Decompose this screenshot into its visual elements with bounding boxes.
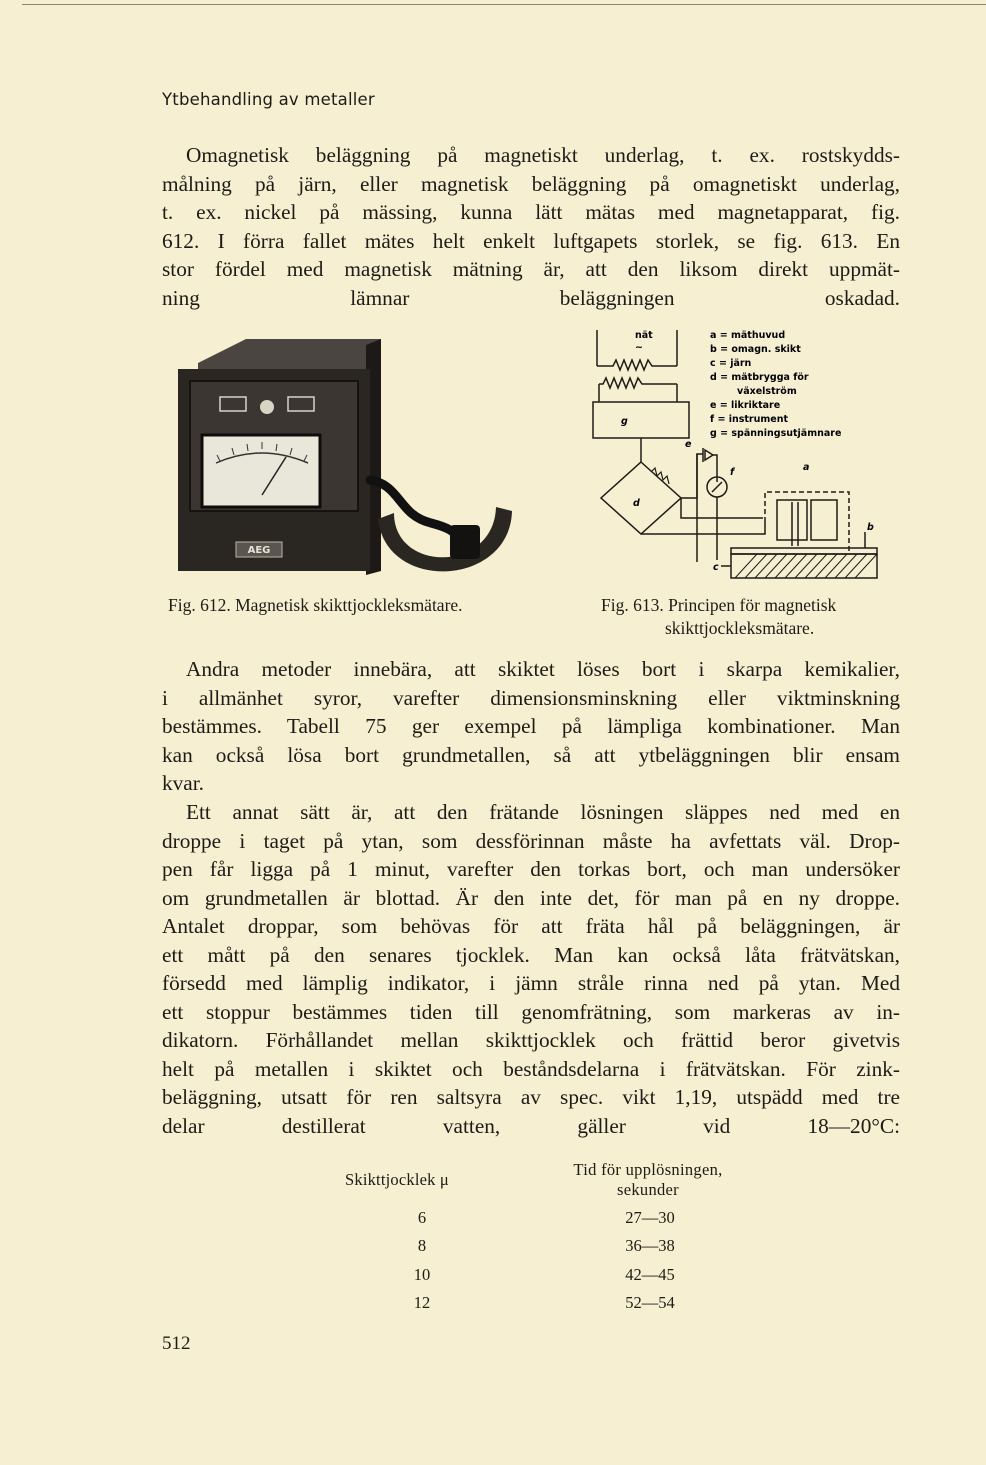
text-line: delar destillerat vatten, gäller vid 18—20°C: <box>162 1113 900 1138</box>
text-line: Ett annat sätt är, att den frätande lösningen släppes ned med en <box>186 800 900 824</box>
legend-item: e = likriktare <box>710 400 781 411</box>
table-row <box>300 1265 760 1289</box>
text-line: kan också lösa bort grundmetallen, så att ytbeläggningen blir ensam <box>162 742 900 767</box>
running-header: Ytbehandling av metaller <box>162 90 375 109</box>
stabilizer-box <box>593 402 689 438</box>
legend-item: f = instrument <box>710 414 789 425</box>
text-line: i allmänhet syror, varefter dimensionsminskning eller viktminskning <box>162 685 900 710</box>
label-nat: nät <box>635 330 653 341</box>
text-line: 612. I förra fallet mätes helt enkelt luftgapets storlek, se fig. 613. En <box>162 228 900 253</box>
text-line: bestämmes. Tabell 75 ger exempel på lämpliga kombinationer. Man <box>162 714 900 738</box>
text-line: om grundmetallen är blottad. Är den inte det, för man på en ny droppe. <box>162 885 900 910</box>
figure-612-caption: Fig. 612. Magnetisk skikttjockleksmätare. <box>168 595 463 615</box>
figure-613-caption-line1: Fig. 613. Principen för magnetisk <box>601 595 837 615</box>
rectifier-triangle <box>705 450 713 460</box>
wire <box>681 498 763 518</box>
bridge-resistor <box>651 468 669 484</box>
wire <box>681 454 703 498</box>
page-number: 512 <box>162 1333 191 1354</box>
table-header-time-line1: Tid för upplösningen, <box>573 1160 723 1179</box>
label-f: f <box>730 467 735 478</box>
paragraph-1 <box>162 141 900 312</box>
table-row <box>300 1293 760 1317</box>
text-line: ett stoppur bestämmes tiden till genomfrätning, som markeras av in- <box>162 999 900 1024</box>
meter-dial-window <box>202 435 320 507</box>
cell-time: 52—54 <box>625 1293 675 1312</box>
diagram-legend <box>710 330 841 439</box>
text-line: ett mått på den senares tjocklek. Man kan också låta frätvätskan, <box>162 942 900 967</box>
legend-item: g = spänningsutjämnare <box>710 428 842 439</box>
table-header-thickness: Skikttjocklek μ <box>345 1170 449 1189</box>
cell-thickness: 6 <box>417 1208 427 1227</box>
figure-613-caption <box>601 594 836 640</box>
text-line: försedd med lämplig indikator, i jämn stråle rinna ned på ytan. Med <box>162 971 900 995</box>
wire <box>641 522 765 534</box>
resistor-top <box>597 360 677 370</box>
head-coil-2 <box>811 500 837 540</box>
cell-thickness: 12 <box>413 1293 431 1312</box>
cell-thickness: 8 <box>417 1236 427 1255</box>
text-line: beläggning, utsatt för ren saltsyra av spec. vikt 1,19, utspädd med tre <box>162 1085 900 1109</box>
text-line: målning på järn, eller magnetisk beläggning på omagnetiskt underlag, <box>162 171 900 196</box>
text-line: stor fördel med magnetisk mätning är, att den liksom direkt uppmät- <box>162 257 900 281</box>
text-line: Antalet droppar, som behövas för att fräta hål på beläggningen, är <box>162 914 900 938</box>
label-e: e <box>685 439 692 450</box>
probe-head <box>450 525 480 559</box>
label-b: b <box>867 522 874 533</box>
text-line: t. ex. nickel på mässing, kunna lätt mätas med magnetapparat, fig. <box>162 200 900 224</box>
legend-item: d = mätbrygga för <box>710 372 809 383</box>
text-line: droppe i taget på ytan, som dessförinnan måste ha avfettats väl. Drop- <box>162 828 900 853</box>
figure-613-schematic <box>585 322 885 584</box>
text-line: Omagnetisk beläggning på magnetiskt underlag, t. ex. rostskydds- <box>186 143 900 167</box>
cell-time: 42—45 <box>625 1265 675 1284</box>
label-c: c <box>713 562 719 573</box>
legend-item: växelström <box>737 386 797 397</box>
label-a: a <box>803 462 810 473</box>
page-top-rule <box>22 4 986 5</box>
cell-time: 36—38 <box>625 1236 675 1255</box>
label-g: g <box>621 416 628 427</box>
legend-item: c = järn <box>710 358 752 369</box>
paragraph-3 <box>162 798 900 1140</box>
resistor-2 <box>599 378 677 388</box>
table-header-time <box>548 1160 748 1200</box>
table-row <box>300 1236 760 1260</box>
brand-label: AEG <box>247 545 271 556</box>
paragraph-2 <box>162 655 900 798</box>
legend-item: b = omagn. skikt <box>710 344 801 355</box>
nonmagnetic-layer <box>731 548 877 554</box>
table-header-time-line2: sekunder <box>617 1180 679 1199</box>
label-tilde: ~ <box>635 342 643 353</box>
figure-612-device-illustration <box>176 335 516 585</box>
text-line: pen får ligga på 1 minut, varefter den torkas bort, och man undersöker <box>162 857 900 881</box>
text-line: dikatorn. Förhållandet mellan skikttjocklek och frättid beror givetvis <box>162 1028 900 1052</box>
cell-time: 27—30 <box>625 1208 675 1227</box>
text-line: Andra metoder innebära, att skiktet löses bort i skarpa kemikalier, <box>186 657 900 681</box>
horseshoe-probe <box>378 507 512 571</box>
cell-thickness: 10 <box>413 1265 431 1284</box>
text-line: helt på metallen i skiktet och beståndsdelarna i frätvätskan. För zink- <box>162 1056 900 1081</box>
text-line: kvar. <box>162 771 204 795</box>
label-d: d <box>633 498 640 509</box>
iron-hatching <box>735 554 877 578</box>
instrument-needle <box>712 482 722 492</box>
figure-613-caption-line2: skikttjockleksmätare. <box>665 618 815 638</box>
table-row <box>300 1208 760 1232</box>
legend-item: a = mäthuvud <box>710 330 786 341</box>
text-line: ning lämnar beläggningen oskadad. <box>162 285 900 310</box>
bridge-diamond <box>601 462 681 534</box>
adjustment-knob <box>260 400 274 414</box>
